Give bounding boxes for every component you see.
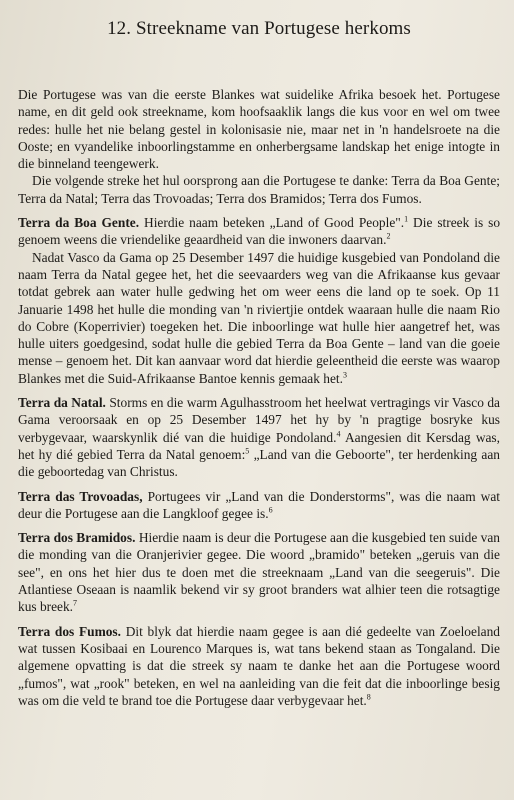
term-boa-gente: Terra da Boa Gente. — [18, 215, 140, 231]
trovoadas-text: Portugees vir „Land van die Donderstorms", was die naam wat deur die Portugese aan die Langkloof gegee is. — [18, 488, 500, 521]
natal-text-3: „Land van die Geboorte", ter herdenking aan die geboortedag van Christus. — [18, 446, 500, 480]
footnote-ref: 6 — [268, 505, 273, 515]
section-boa-gente — [18, 214, 500, 249]
footnote-ref: 3 — [343, 370, 348, 380]
term-fumos: Terra dos Fumos. — [18, 623, 121, 639]
boa-gente-history: Nadat Vasco da Gama op 25 Desember 1497 die huidige kusgebied van Pondoland die naam Terra da Natal gegee het, het die seevaarders weg van die Afrikaanse kus gevaar totdat gebrek aan water hulle gedwing het om weer eens die land op te soek. Op 11 Januarie 1498 het hulle die monding van 'n riviertjie ontdek waaraan hulle die naam Rio do Cobre (Koperrivier) toegeken het. Die inboorlinge wat hulle hier aangetref het, was hulle uiters goedgesind, sodat hulle die gebied Terra da Boa Gente – land van die goeie mense – genoem het. Dit kan aanvaar word dat hierdie geleentheid die eerste was waarop Blankes met die Suid-Afrikaanse Bantoe kennis gemaak het. — [18, 249, 500, 386]
boa-gente-paragraph-2 — [18, 249, 500, 387]
footnote-ref: 1 — [404, 214, 409, 224]
fumos-text: Dit blyk dat hierdie naam gegee is aan dié gedeelte van Zoeloeland wat tussen Kosibaai en Lourenco Marques is, wat tans bekend staan as Tongaland. Die algemene opvatting is dat die streek sy naam te danke het aan die Portugese woord „fumos", wat „rook" beteken, en wel na aanleiding van die feit dat die inboorlinge besig was om die veld te brand toe die Portugese daar verbygevaar het. — [18, 623, 500, 708]
term-bramidos: Terra dos Bramidos. — [18, 530, 136, 546]
section-natal — [18, 394, 500, 480]
footnote-ref: 2 — [386, 231, 391, 241]
footnote-ref: 4 — [336, 429, 341, 439]
section-trovoadas — [18, 488, 500, 523]
region-list-paragraph: Die volgende streke het hul oorsprong aan die Portugese te danke: Terra da Boa Gente; Terra da Natal; Terra das Trovoadas; Terra dos Bramidos; Terra dos Fumos. — [18, 173, 500, 206]
bramidos-text: Hierdie naam is deur die Portugese aan die kusgebied ten suide van die monding van die Oranjerivier gegee. Die woord „bramido" beteken „geruis van die see", en ons het hier dus te doen met die streeknaam „Land van die seegeruis". Die Atlantiese Oseaan is naamlik bekend vir sy groot branders wat alhier teen die rotsagtige kus breek. — [18, 530, 500, 615]
natal-text: Storms en die warm Agulhasstroom het heelwat vertragings vir Vasco da Gama veroorsaak en op 25 Desember 1497 het hy by 'n pragtige bosryke kus verbygevaar, waarskynlik dié van die huidige Pondoland. — [18, 395, 500, 445]
chapter-heading: 12. Streekname van Portugese herkoms — [107, 18, 411, 39]
term-natal: Terra da Natal. — [18, 395, 106, 411]
section-bramidos — [18, 529, 500, 615]
footnote-ref: 5 — [245, 446, 250, 456]
intro-paragraph: Die Portugese was van die eerste Blankes wat suidelike Afrika besoek het. Portugese name, en dit geld ook streekname, kom hoofsaaklik langs die kus voor en wel om twee redes: hulle het nie belang gestel in kolonisasie nie, maar net in 'n handelsroete na die Ooste; en vyandelike inboorlingstamme en onherbergsame landskap het enige intogte in die binneland teengewerk. — [18, 87, 500, 172]
boa-gente-text-2: Die streek is so genoem weens die vriendelike geaardheid van die inwoners daarvan. — [18, 215, 501, 248]
section-fumos — [18, 623, 500, 709]
boa-gente-text: Hierdie naam beteken „Land of Good People". — [144, 215, 405, 231]
footnote-ref: 7 — [73, 598, 78, 608]
footnote-ref: 8 — [366, 692, 371, 702]
term-trovoadas: Terra das Trovoadas, — [18, 488, 143, 504]
natal-text-2: Aangesien dit Kersdag was, het hy dié gebied Terra da Natal genoem: — [18, 429, 500, 462]
